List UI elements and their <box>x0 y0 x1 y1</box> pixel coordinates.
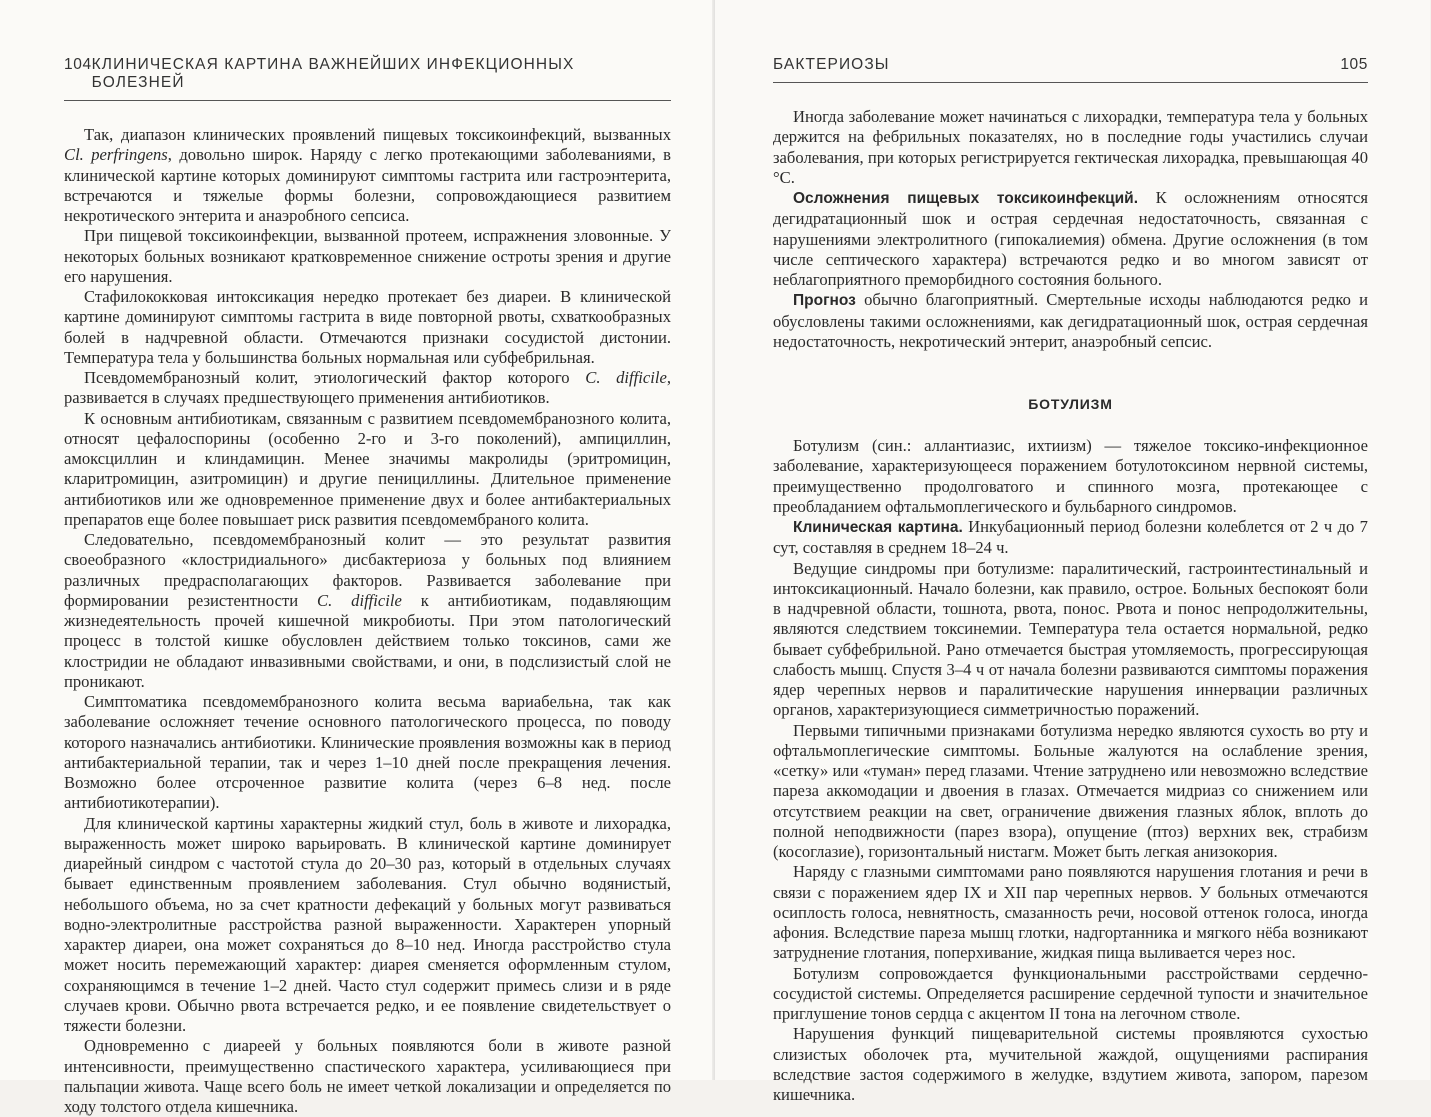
bold-lead: Осложнения пищевых токсикоинфекций. <box>793 190 1139 207</box>
left-page-header <box>64 56 671 101</box>
left-paragraph-9: Одновременно с диареей у больных появляются боли в животе разной интенсивности, преимущественно спастического характера, усиливающиеся при пальпации живота. Чаще всего боль не имеет четкой локализации и определяется по ходу толстого отдела кишечника. <box>64 1036 671 1116</box>
page-number-right: 105 <box>1340 56 1368 73</box>
bold-lead: Прогноз <box>793 292 856 310</box>
bold-lead: Клиническая картина. <box>793 519 963 536</box>
left-page <box>0 0 715 1116</box>
right-paragraph-2 <box>773 188 1368 290</box>
page-number-left: 104 <box>64 56 92 73</box>
right-paragraph-3 <box>773 290 1368 352</box>
left-paragraph-3: Стафилококковая интоксикация нередко протекает без диареи. В клинической картине доминируют симптомы гастрита в виде повторной рвоты, схваткообразных болей в надчревной области. Отмечаются признаки сосудистой дистонии. Температура тела у большинства больных нормальная или субфебрильная. <box>64 287 671 367</box>
left-paragraph-6 <box>64 530 671 692</box>
right-page <box>715 0 1430 1104</box>
text-run: обычно благоприятный. Смертельные исходы наблюдаются редко и обусловлены такими осложнениями, как дегидратационный шок, острая сердечная недостаточность, некротический энтерит, анаэробный сепсис. <box>773 290 1368 351</box>
right-paragraph-10: Нарушения функций пищеварительной системы проявляются сухостью слизистых оболочек рта, мучительной жаждой, ощущениями распирания вследствие застоя содержимого в желудке, вздутием живота, запором, парезом кишечника. <box>773 1024 1368 1104</box>
left-paragraph-5: К основным антибиотикам, связанным с развитием псевдомембранозного колита, относят цефалоспорины (особенно 2-го и 3-го поколений), ампициллин, амоксциллин и клиндамицин. Менее значимы макролиды (эритромицин, кларитромицин, азитромицин) и другие пенициллины. Длительное применение антибиотиков или же одновременное применение двух и более антибактериальных препаратов еще более повышает риск развития псевдомембраного колита. <box>64 408 671 529</box>
text-run: Псевдомембранозный колит, этиологический фактор которого <box>84 368 586 387</box>
section-title-botulism: БОТУЛИЗМ <box>1028 396 1113 412</box>
text-run: К осложнениям относятся дегидратационный шок и острая сердечная недостаточность, связанная с нарушениями электролитного (гипокалиемия) обмена. Другие осложнения (в том числе септического характера) встречаются редко и во многом зависят от неблагоприятного преморбидного состояния больного. <box>773 188 1368 289</box>
right-page-header <box>773 56 1368 83</box>
running-title-right: БАКТЕРИОЗЫ <box>773 56 890 73</box>
left-paragraph-7: Симптоматика псевдомембранозного колита весьма вариабельна, так как заболевание осложняет течение основного патологического процесса, по поводу которого назначались антибиотики. Клинические проявления возможны как в период антибактериальной терапии, так и через 1–10 дней после прекращения лечения. Возможно более отсроченное развитие колита (через 6–8 нед. после антибиотикотерапии). <box>64 692 671 813</box>
italic-term: C. difficile <box>585 368 667 387</box>
left-paragraph-4 <box>64 368 671 409</box>
running-title-left: КЛИНИЧЕСКАЯ КАРТИНА ВАЖНЕЙШИХ ИНФЕКЦИОННЫХ БОЛЕЗНЕЙ <box>91 56 575 91</box>
right-paragraph-4: Ботулизм (син.: аллантиазис, ихтиизм) — тяжелое токсико-инфекционное заболевание, характеризующееся поражением ботулотоксином нервной системы, преимущественно продолговатого и спинного мозга, протекающее с преобладанием офтальмоплегического и бульбарного синдромов. <box>773 436 1368 516</box>
text-run: , развивается в случаях предшествующего применения антибиотиков. <box>64 368 671 408</box>
italic-term: C. difficile <box>317 590 402 610</box>
left-paragraph-1 <box>64 125 671 226</box>
left-paragraph-8: Для клинической картины характерны жидкий стул, боль в животе и лихорадка, выраженность может широко варьировать. В клинической картине доминирует диарейный синдром с частотой стула до 20–30 раз, который в отдельных случаях бывает единственным проявлением заболевания. Стул обычно водянистый, небольшого объема, но за счет кратности дефекаций у больных могут развиваться водно-электролитные расстройства разной выраженности. Характерен упорный характер диареи, она может сохраняться до 8–10 нед. Иногда расстройство стула может носить перемежающий характер: диарея сменяется оформленным стулом, сохраняющимся в течение 1–2 дней. Часто стул содержит примесь слизи и в ряде случаев крови. Обычно рвота встречается редко, и ее появление свидетельствует о тяжести болезни. <box>64 813 671 1035</box>
right-paragraph-1: Иногда заболевание может начинаться с лихорадки, температура тела у больных держится на фебрильных показателях, но в последние годы участились случаи заболевания, при которых регистрируется гектическая лихорадка, превышающая 40 °C. <box>773 107 1368 187</box>
text-run: , довольно широк. Наряду с легко протекающими заболеваниями, в клинической картине которых доминируют симптомы гастрита или гастроэнтерита, встречаются и тяжелые формы болезни, сопровождающиеся развитием некротического энтерита и анаэробного сепсиса. <box>64 145 671 225</box>
right-paragraph-8: Наряду с глазными симптомами рано появляются нарушения глотания и речи в связи с поражением ядер IX и XII пар черепных нервов. У больных отмечаются осиплость голоса, невнятность, смазанность речи, носовой оттенок голоса, иногда афония. Вследствие пареза мышц глотки, надгортанника и мягкого нёба возникают затруднение глотания, поперхивание, жидкая пища выливается через нос. <box>773 862 1368 963</box>
right-paragraph-7: Первыми типичными признаками ботулизма нередко являются сухость во рту и офтальмоплегические симптомы. Больные жалуются на ослабление зрения, «сетку» или «туман» перед глазами. Чтение затруднено или невозможно вследствие пареза аккомодации и двоения в глазах. Отмечается мидриаз со снижением или отсутствием реакции на свет, ограничение движения глазных яблок, вплоть до полной неподвижности (парез взора), опущение (птоз) верхних век, страбизм (косоглазие), горизонтальный нистагм. Может быть легкая анизокория. <box>773 720 1368 861</box>
text-run: Инкубационный период болезни колеблется от 2 ч до 7 сут, составляя в среднем 18–24 ч. <box>773 517 1368 558</box>
italic-term: Cl. perfringens <box>64 145 168 165</box>
text-run: Так, диапазон клинических проявлений пищевых токсикоинфекций, вызванных <box>84 125 671 144</box>
right-paragraph-9: Ботулизм сопровождается функциональными расстройствами сердечно-сосудистой системы. Определяется расширение сердечной тупости и значительное приглушение тонов сердца с акцентом II тона на легочном стволе. <box>773 963 1368 1023</box>
right-paragraph-5 <box>773 517 1368 559</box>
right-paragraph-6: Ведущие синдромы при ботулизме: паралитический, гастроинтестинальный и интоксикационный. Начало болезни, как правило, острое. Больных беспокоят боли в надчревной области, тошнота, рвота, понос. Рвота и понос непродолжительны, являются следствием токсинемии. Температура тела остается нормальной, редко бывает субфебрильной. Рано отмечается быстрая утомляемость, прогрессирующая слабость мышц. Спустя 3–4 ч от начала болезни развиваются симптомы поражения ядер черепных нервов и паралитические нарушения иннервации различных органов, характеризующиеся симметричностью поражений. <box>773 558 1368 720</box>
text-run: к антибиотикам, подавляющим жизнедеятельность прочей кишечной микробиоты. При этом патологический процесс в толстой кишке обусловлен действием только токсинов, сами же клостридии не обладают инвазивными свойствами, и они, в подслизистый слой не проникают. <box>64 590 671 691</box>
text-run: Следовательно, псевдомембранозный колит — это результат развития своеобразного «клостридиального» дисбактериоза у больных под влиянием различных предрасполагающих факторов. Развивается заболевание при формировании резистентности <box>64 530 671 610</box>
left-paragraph-2: При пищевой токсикоинфекции, вызванной протеем, испражнения зловонные. У некоторых больных возникают кратковременное снижение остроты зрения и другие его нарушения. <box>64 226 671 286</box>
